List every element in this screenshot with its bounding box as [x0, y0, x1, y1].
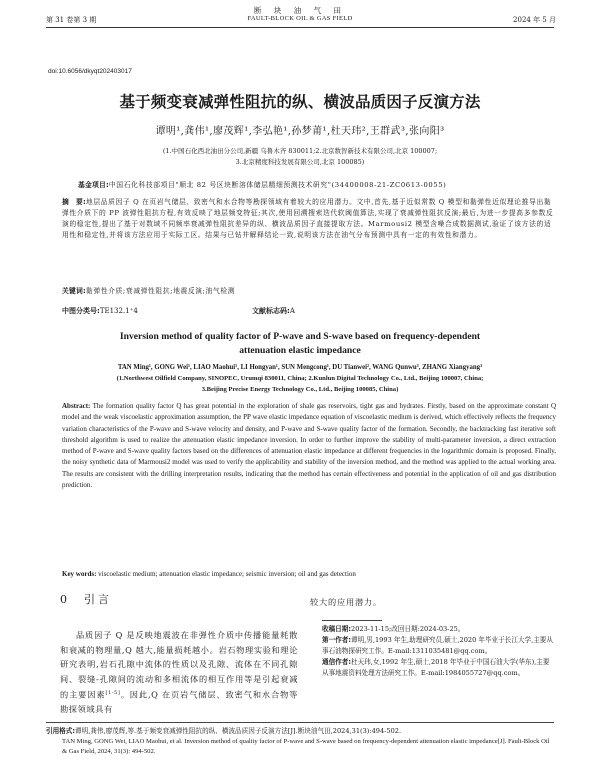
- authors-cn: 谭明¹,龚伟¹,廖茂辉¹,李弘艳¹,孙梦莆¹,杜天玮²,王群武³,张向阳³: [155, 126, 445, 137]
- section-number: 0: [60, 593, 70, 606]
- footnotes: [322, 624, 556, 679]
- keywords-cn: [62, 286, 568, 297]
- footnote-first-author: [322, 635, 556, 656]
- funding-text: 中国石化科技部项目"顺北 82 号区块断溶体储层精细预测技术研究"(34400008-21-ZC0613-0055): [108, 181, 447, 189]
- first-author-label: 第一作者:: [322, 636, 352, 645]
- issue-date: 2024 年 5 月: [513, 16, 556, 24]
- intro-text-tail: 。因此,Q 在页岩气储层、致密气和水合物等勘探领域具有: [60, 689, 298, 715]
- right-column-continuation: 较大的应用潜力。: [310, 597, 382, 607]
- affiliation-cn-line2: 3.北京精度科技发展有限公司,北京 100085): [235, 158, 365, 166]
- footnote-received: [322, 624, 556, 634]
- clc-value: TE132.1⁺4: [99, 307, 138, 315]
- keywords-en-label: Key words:: [62, 570, 97, 578]
- contact-label: 通信作者:: [322, 658, 352, 667]
- classification-row: [62, 306, 442, 316]
- keywords-en-text: viscoelastic medium; attenuation elastic impedance; seismic inversion; oil and gas detection: [98, 570, 356, 578]
- received-label: 收稿日期:: [322, 625, 352, 633]
- funding-label: 基金项目:: [78, 181, 109, 189]
- affiliation-en-line2: 3.Beijing Precise Energy Technology Co., Ltd., Beijing 100085, China): [201, 386, 399, 393]
- citation-en: TAN Ming, GONG Wei, LIAO Maohui, et al. Inversion method of quality factor of P-wave and S-wave based on frequency-dependent attenuation elastic impedance[J]. Fault-Block Oil & Gas Field, 2024, 31(3): 494-502.: [62, 738, 550, 755]
- header-rule: [46, 27, 554, 28]
- contact-text: 杜天玮,女,1992 年生,硕士,2018 年毕业于中国石油大学(华东),主要从事地震资料处理方法研究工作。E-mail:1984055727@qq.com。: [322, 658, 550, 677]
- section-heading-intro: [60, 591, 112, 607]
- journal-name-en: FAULT-BLOCK OIL & GAS FIELD: [247, 15, 353, 22]
- document-code: [252, 306, 295, 316]
- abstract-en: [62, 401, 556, 491]
- funding: [78, 180, 554, 191]
- keywords-cn-label: 关键词:: [62, 287, 86, 295]
- intro-paragraph: [60, 628, 298, 717]
- first-author-text: 谭明,男,1993 年生,助理研究员,硕士,2020 年毕业于长江大学,主要从事石油物探研究工作。E-mail:1311035481@qq.com。: [322, 636, 553, 655]
- citation-cn-text: 谭明,龚伟,廖茂辉,等.基于频变衰减弹性阻抗的纵、横波品质因子反演方法[J].断块油气田,2024,31(3):494-502.: [75, 727, 402, 735]
- title-en-line2: attenuation elastic impedance: [239, 345, 361, 356]
- issue-label: 第 31 卷第 3 期: [46, 16, 97, 24]
- doc-code-value: A: [289, 307, 295, 315]
- abstract-en-label: Abstract:: [62, 402, 91, 410]
- doi: doi:10.6056/dkyqt202403017: [48, 68, 132, 75]
- title-en: [0, 330, 600, 358]
- abstract-cn: [62, 197, 554, 241]
- footnote-rule: [322, 620, 382, 621]
- journal-name-cn: 断 块 油 气 田: [253, 6, 347, 15]
- abstract-cn-text: 地层品质因子 Q 在页岩气储层、致密气和水合物等勘探领域有着较大的应用潜力。文中,首先,基于近似常数 Q 模型和黏弹性近似理论推导出黏弹性介质下的 PP 波弹性阻抗方程,有效反映了地层频变特征;其次,使用回溯搜索迭代软阈值算法,实现了衰减弹性阻抗反演;最后,为进一步提高多参数反演的稳定性,提出了基于对数域不同频率衰减弹性阻抗差异的纵、横波品质因子直接提取方法。Marmousi2 模型含噪合成数据测试,验证了该方法的适用性和稳定性,并将该方法应用于实际工区。结果与已钻井解释结论一致,说明该方法在油气分布预测中具有一定的有效性和潜力。: [62, 198, 554, 240]
- intro-ref: [1-5]: [105, 690, 121, 696]
- footnote-contact: [322, 657, 556, 678]
- citation-label: 引用格式:: [46, 727, 76, 735]
- doc-code-label: 文献标志码:: [252, 307, 290, 315]
- affiliation-en-line1: (1.Northwest Oilfield Company, SINOPEC, Urumqi 830011, China; 2.Kunlun Digital Technology Co., Ltd., Beijing 100007, China;: [116, 375, 484, 382]
- title-en-line1: Inversion method of quality factor of P-wave and S-wave based on frequency-dependent: [119, 331, 481, 342]
- citation-rule: [46, 722, 554, 723]
- citation-cn: [46, 726, 556, 736]
- keywords-en: [62, 570, 556, 578]
- section-title: 引言: [84, 593, 112, 606]
- received-text: 2023-11-15;改回日期:2024-03-25。: [351, 625, 465, 633]
- affiliation-cn-line1: (1.中国石化西北油田分公司,新疆 乌鲁木齐 830011;2.北京数智新技术有限公司,北京 100007;: [162, 147, 438, 155]
- intro-text: 品质因子 Q 是反映地震波在非弹性介质中传播能量耗散和衰减的物理量,Q 越大,能量损耗越小。岩石物理实验和理论研究表明,岩石孔隙中流体的性质以及孔隙、流体在不同孔隙间、裂缝-孔隙间的流动和多相流体的相互作用等是引起衰减的主要因素: [60, 630, 298, 700]
- authors-en: TAN Ming¹, GONG Wei¹, LIAO Maohui¹, LI Hongyan¹, SUN Mengcong¹, DU Tianwei², WANG Qunwu³, ZHANG Xiangyang³: [117, 364, 483, 371]
- title-cn: 基于频变衰减弹性阻抗的纵、横波品质因子反演方法: [119, 93, 481, 111]
- abstract-cn-label: 摘 要:: [62, 198, 86, 206]
- abstract-en-text: The formation quality factor Q has great potential in the exploration of shale gas reservoirs, tight gas and hydrates. Firstly, based on the approximate constant Q model and the weak viscoelastic approximation assumption, the PP wave elastic impedance equation of viscoelastic medium is derived, which effectively reflects the frequency variation characteristics of the P-wave and S-wave velocity and density, and P-wave and S-wave quality factor of the formation. Secondly, the backtracking fast iterative soft threshold algorithm is used to realize the attenuation elastic impedance inversion. In order to further improve the stability of multi-parameter inversion, a direct extraction method of P-wave and S-wave quality factors based on the differences of attenuation elastic impedance at different frequencies in the logarithmic domain is proposed. Finally, the noisy synthetic data of Marmousi2 model was used to verify the applicability and stability of the inversion method, and the method was applied to the actual working area. The results are consistent with the drilling interpretation results, indicating that the method has certain effectiveness and potential in the application of oil and gas distribution prediction.: [62, 402, 557, 490]
- keywords-cn-text: 黏弹性介质;衰减弹性阻抗;地震反演;油气检测: [85, 287, 236, 295]
- clc-label: 中图分类号:: [62, 307, 100, 315]
